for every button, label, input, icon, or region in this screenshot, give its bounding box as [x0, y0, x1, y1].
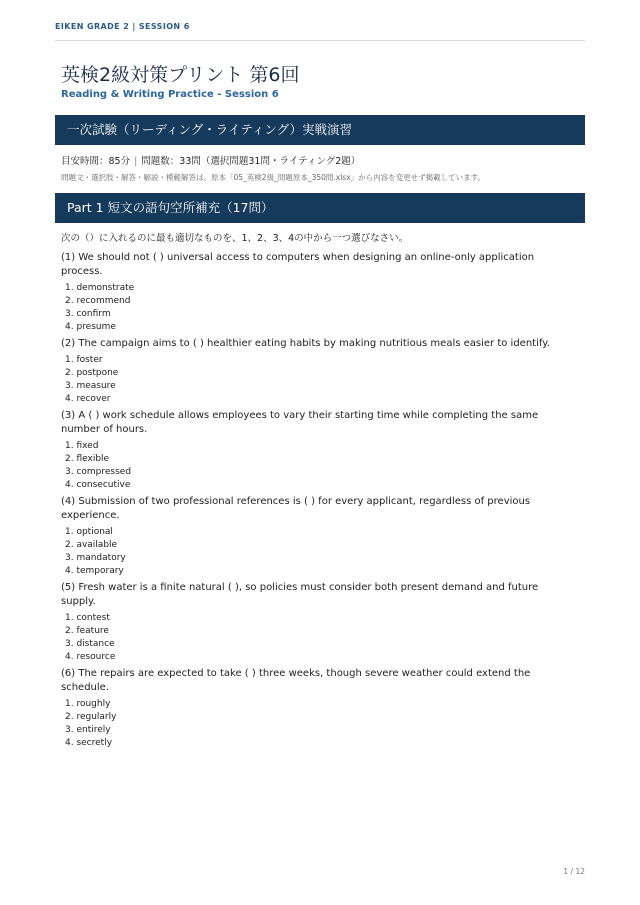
option-item: 2. flexible: [65, 454, 110, 464]
question-text: (1) We should not ( ) universal access to computers when designing an online-only application process.: [61, 252, 535, 277]
option-item: 2. available: [65, 540, 118, 550]
exam-time: 目安時間：85分: [61, 156, 131, 167]
question-1: [61, 251, 576, 334]
option-item: 3. distance: [65, 639, 115, 649]
option-list: [61, 612, 576, 664]
section-heading-part1: Part 1 短文の語句空所補充（17問）: [55, 193, 585, 223]
option-item: 1. demonstrate: [65, 283, 135, 293]
option-item: 1. roughly: [65, 699, 111, 709]
option-item: 3. entirely: [65, 725, 111, 735]
question-3: [61, 409, 576, 492]
question-4: [61, 495, 576, 578]
question-list: [61, 251, 576, 753]
option-item: 3. confirm: [65, 309, 111, 319]
option-item: 4. consecutive: [65, 480, 131, 490]
option-item: 2. recommend: [65, 296, 131, 306]
question-text: (5) Fresh water is a finite natural ( ), so policies must consider both present demand and future supply.: [61, 582, 539, 607]
question-6: [61, 667, 576, 750]
running-header: EIKEN GRADE 2 | SESSION 6: [55, 22, 190, 31]
option-item: 4. resource: [65, 652, 116, 662]
option-item: 4. temporary: [65, 566, 124, 576]
question-text: (4) Submission of two professional references is ( ) for every applicant, regardless of previous experience.: [61, 496, 531, 521]
option-item: 4. secretly: [65, 738, 113, 748]
option-item: 4. recover: [65, 394, 111, 404]
question-text: (2) The campaign aims to ( ) healthier eating habits by making nutritious meals easier to identify.: [61, 338, 550, 349]
meta-separator: |: [134, 156, 138, 167]
page-subtitle: Reading & Writing Practice - Session 6: [61, 89, 279, 100]
section-heading-exam: 一次試験（リーディング・ライティング）実戦演習: [55, 115, 585, 145]
option-item: 4. presume: [65, 322, 116, 332]
option-item: 2. postpone: [65, 368, 119, 378]
exam-meta: [61, 153, 360, 167]
option-item: 1. optional: [65, 527, 113, 537]
option-item: 1. foster: [65, 355, 103, 365]
option-item: 3. mandatory: [65, 553, 126, 563]
option-item: 3. measure: [65, 381, 116, 391]
page-number: 1 / 12: [563, 867, 585, 876]
exam-question-count: 問題数：33問（選択問題31問・ライティング2題）: [141, 156, 361, 167]
option-list: [61, 440, 576, 492]
option-list: [61, 354, 576, 406]
header-rule: [55, 40, 585, 41]
source-note: 問題文・選択肢・解答・解説・模範解答は、原本「05_英検2級_問題原本_350問.xlsx」から内容を変更せず掲載しています。: [61, 173, 486, 182]
option-item: 2. regularly: [65, 712, 117, 722]
option-list: [61, 526, 576, 578]
option-list: [61, 282, 576, 334]
option-item: 2. feature: [65, 626, 109, 636]
option-item: 3. compressed: [65, 467, 132, 477]
part1-instruction: 次の（）に入れるのに最も適切なものを、1、2、3、4の中から一つ選びなさい。: [61, 233, 409, 244]
question-text: (3) A ( ) work schedule allows employees to vary their starting time while completing the same number of hours.: [61, 410, 539, 435]
option-list: [61, 698, 576, 750]
question-2: [61, 337, 576, 406]
question-5: [61, 581, 576, 664]
option-item: 1. fixed: [65, 441, 99, 451]
page-title: 英検2級対策プリント 第6回: [61, 64, 300, 86]
question-text: (6) The repairs are expected to take ( ) three weeks, though severe weather could extend the schedule.: [61, 668, 531, 693]
option-item: 1. contest: [65, 613, 110, 623]
